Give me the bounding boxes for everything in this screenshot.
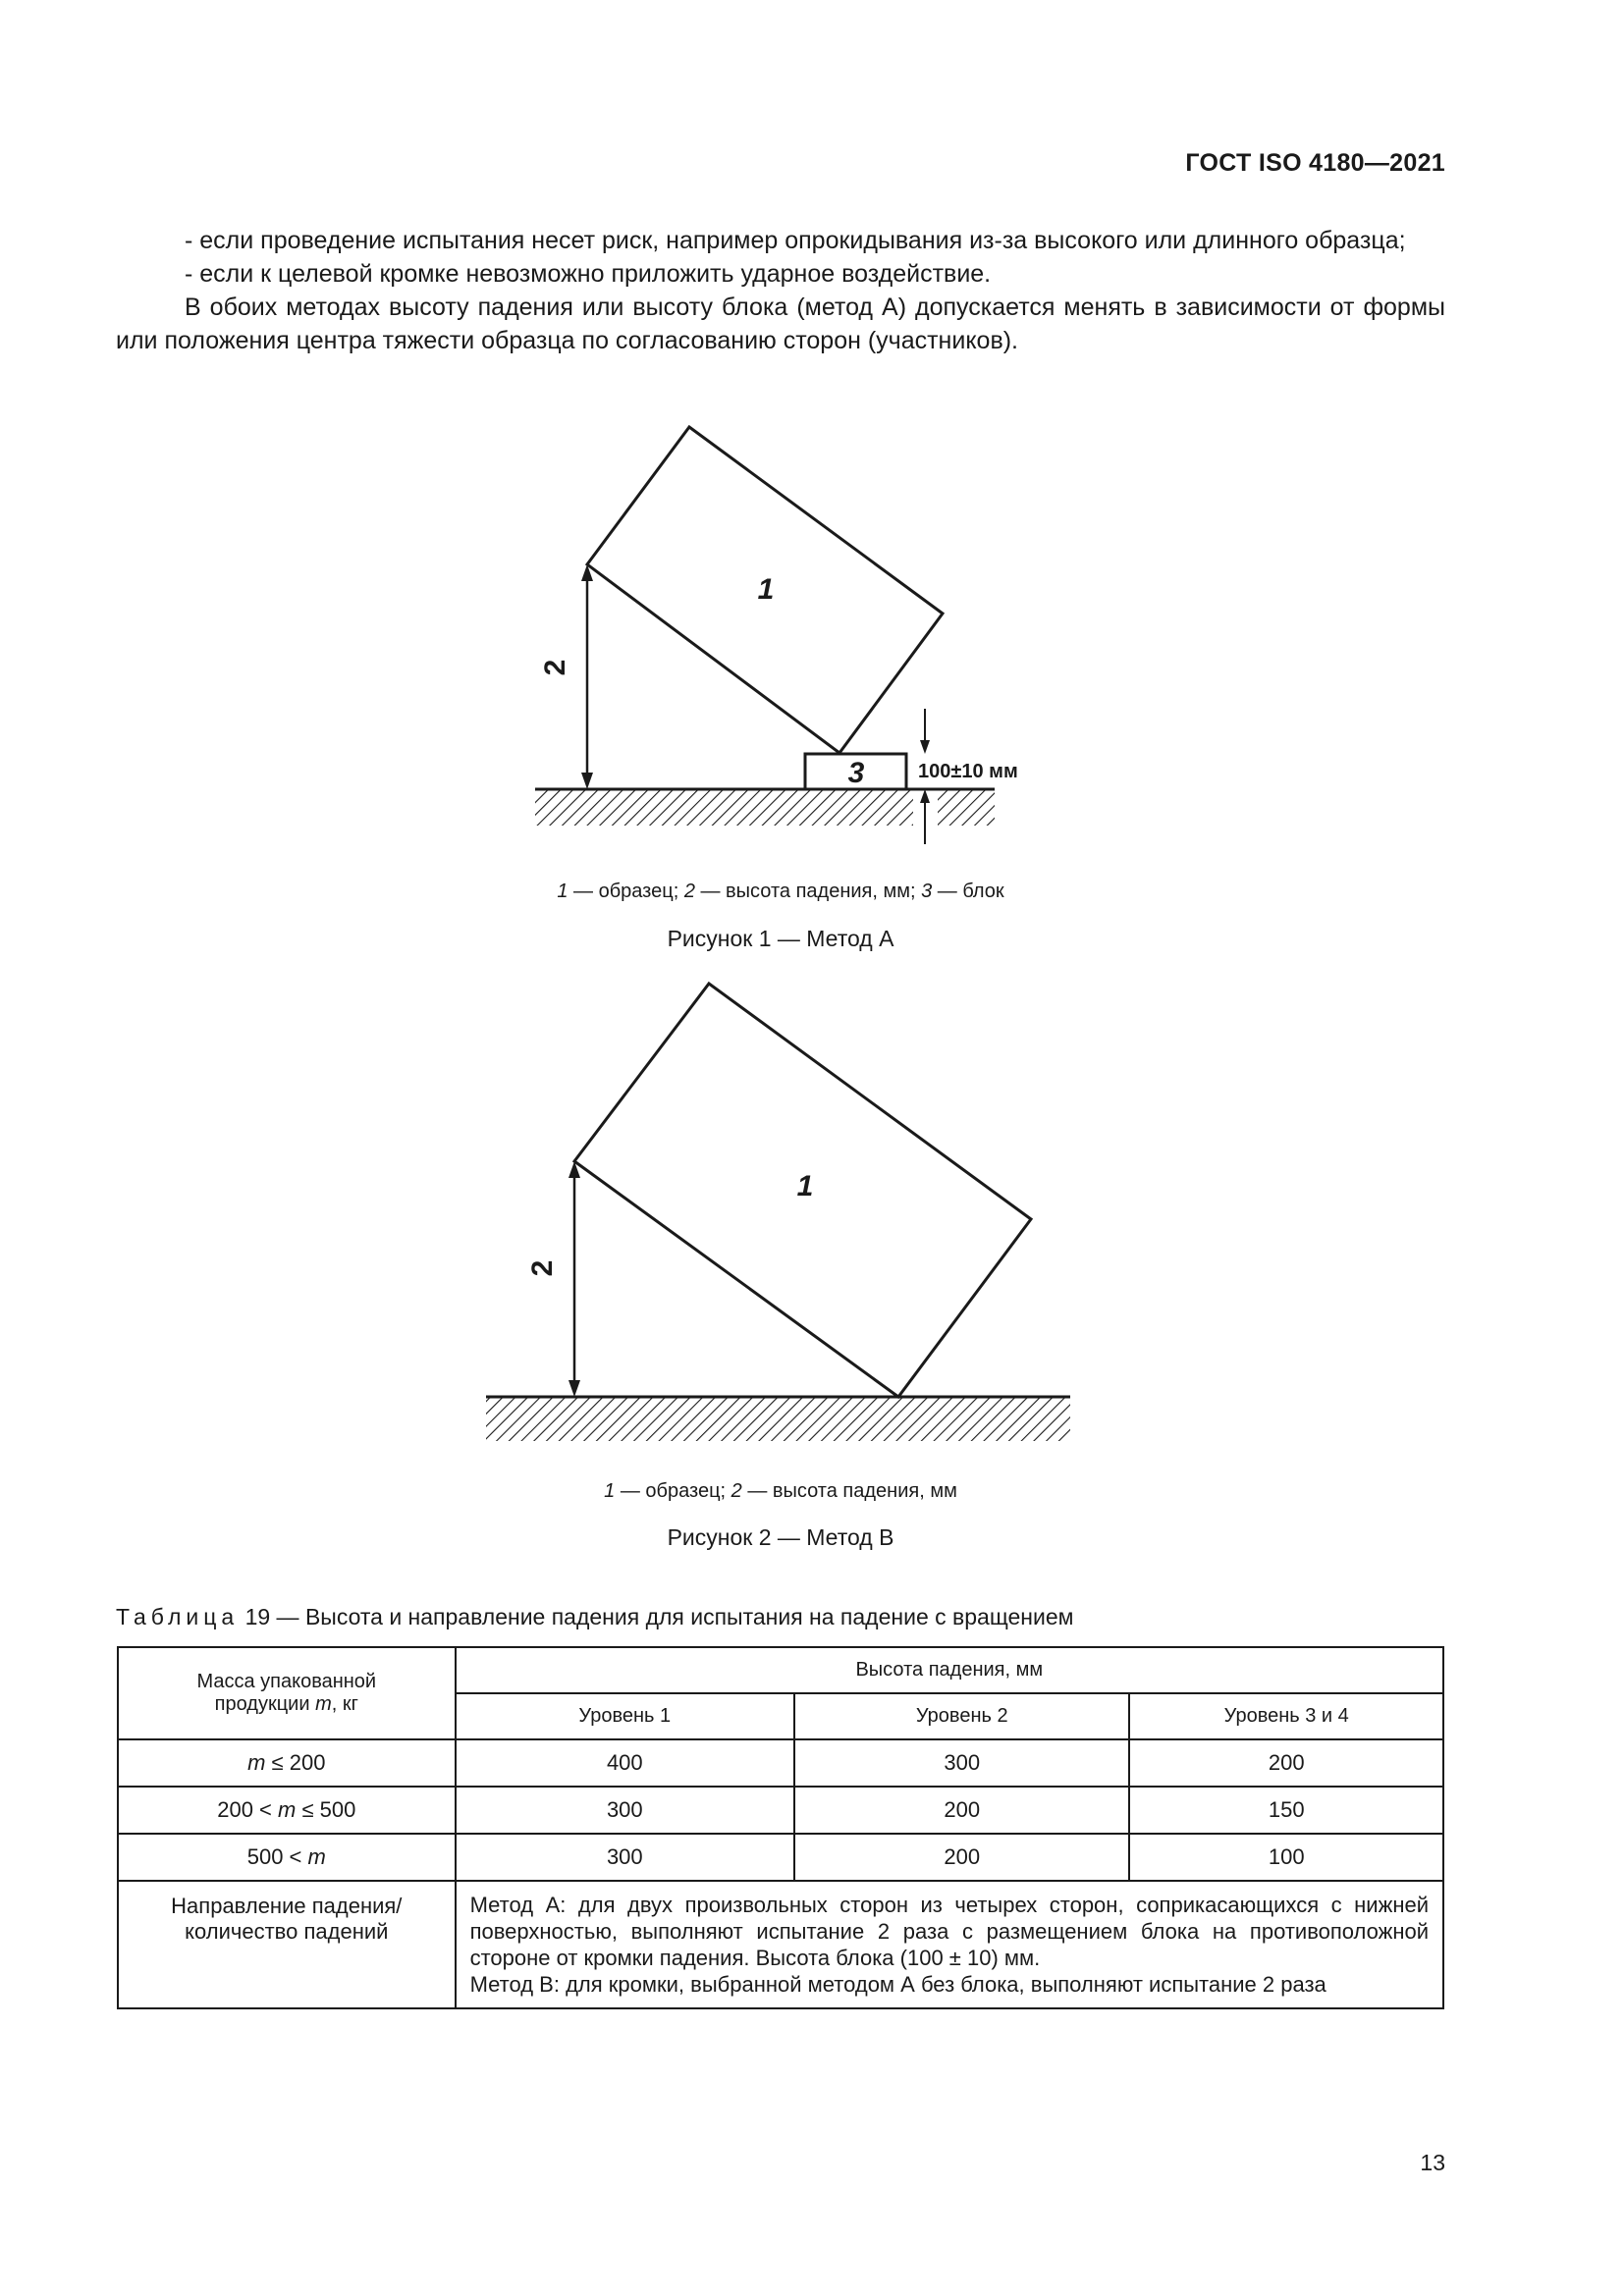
figure-1-diagram	[0, 0, 1624, 864]
value-cell: 100	[1129, 1834, 1443, 1881]
table-caption-prefix: Таблица	[116, 1604, 240, 1629]
table-caption-text: 19 — Высота и направление падения для испытания на падение с вращением	[239, 1604, 1074, 1629]
value-cell: 150	[1129, 1787, 1443, 1834]
label-sample: 1	[757, 573, 775, 606]
header-mass-unit: , кг	[331, 1693, 358, 1715]
figure-2-diagram	[0, 962, 1624, 1472]
label-sample: 1	[796, 1170, 814, 1202]
paragraph: - если проведение испытания несет риск, например опрокидывания из-за высокого или длинного образца;	[185, 227, 1406, 254]
table-row	[118, 1787, 1443, 1834]
ground-hatch	[535, 789, 913, 826]
value-cell: 200	[794, 1787, 1129, 1834]
legend-num: 1	[604, 1480, 616, 1502]
legend-num: 2	[731, 1480, 742, 1502]
legend-text: — образец;	[568, 881, 684, 902]
arrow-head	[581, 773, 593, 789]
mass-cell: 500 < m	[118, 1834, 456, 1881]
table-row-direction	[118, 1881, 1443, 2008]
figure-2-legend	[0, 1480, 1561, 1503]
value-cell: 200	[794, 1834, 1129, 1881]
legend-text: — блок	[932, 881, 1004, 902]
direction-text	[456, 1881, 1443, 2008]
value-cell: 300	[456, 1834, 794, 1881]
legend-num: 3	[921, 881, 933, 902]
drop-height-table	[117, 1646, 1444, 2009]
table-row	[118, 1834, 1443, 1881]
paragraph: В обоих методах высоту падения или высоту блока (метод А) допускается менять в зависимости от формы или положения центра тяжести образца по согласованию сторон (участников).	[116, 294, 1445, 354]
arrow-head	[920, 740, 930, 754]
document-id: ГОСТ ISO 4180—2021	[1185, 149, 1445, 177]
label-height: 2	[539, 659, 571, 676]
direction-label: Направление падения/ количество падений	[118, 1881, 456, 2008]
legend-text: — высота падения, мм	[741, 1480, 957, 1502]
figure-1-legend	[0, 881, 1561, 903]
block-height-label: 100±10 мм	[918, 761, 1018, 782]
ground-hatch	[938, 789, 995, 826]
label-height: 2	[526, 1259, 559, 1277]
arrow-head	[920, 789, 930, 803]
ground-hatch	[486, 1397, 1070, 1441]
arrow-head	[568, 1380, 580, 1397]
method-b-text: Метод В: для кромки, выбранной методом А без блока, выполняют испытание 2 раза	[469, 1972, 1326, 1997]
legend-text: — образец;	[615, 1480, 731, 1502]
header-mass	[118, 1647, 456, 1739]
value-cell: 300	[794, 1739, 1129, 1787]
legend-num: 2	[683, 881, 695, 902]
figure-1-caption: Рисунок 1 — Метод А	[667, 926, 894, 951]
page-number: 13	[1420, 2150, 1445, 2175]
value-cell: 200	[1129, 1739, 1443, 1787]
header-level-1: Уровень 1	[456, 1693, 794, 1739]
label-block: 3	[847, 757, 865, 789]
legend-num: 1	[557, 881, 568, 902]
mass-variable: m	[315, 1693, 332, 1715]
header-level-3-4: Уровень 3 и 4	[1129, 1693, 1443, 1739]
table-row	[118, 1739, 1443, 1787]
value-cell: 300	[456, 1787, 794, 1834]
header-mass-line1: Масса упакованной	[196, 1671, 377, 1692]
mass-cell: m ≤ 200	[118, 1739, 456, 1787]
legend-text: — высота падения, мм;	[694, 881, 922, 902]
table-caption	[116, 1604, 1073, 1630]
mass-cell: 200 < m ≤ 500	[118, 1787, 456, 1834]
header-mass-line2: продукции	[214, 1693, 316, 1715]
method-a-text: Метод А: для двух произвольных сторон из четырех сторон, соприкасающихся с нижней поверхностью, выполняют испытание 2 раза с размещением блока на противоположной стороне от кромки падения. Высота блока (100 ± 10) мм.	[469, 1893, 1429, 1970]
header-drop-height: Высота падения, мм	[456, 1647, 1443, 1693]
paragraph: - если к целевой кромке невозможно приложить ударное воздействие.	[185, 260, 992, 288]
figure-2-caption: Рисунок 2 — Метод В	[667, 1524, 894, 1550]
value-cell: 400	[456, 1739, 794, 1787]
header-level-2: Уровень 2	[794, 1693, 1129, 1739]
